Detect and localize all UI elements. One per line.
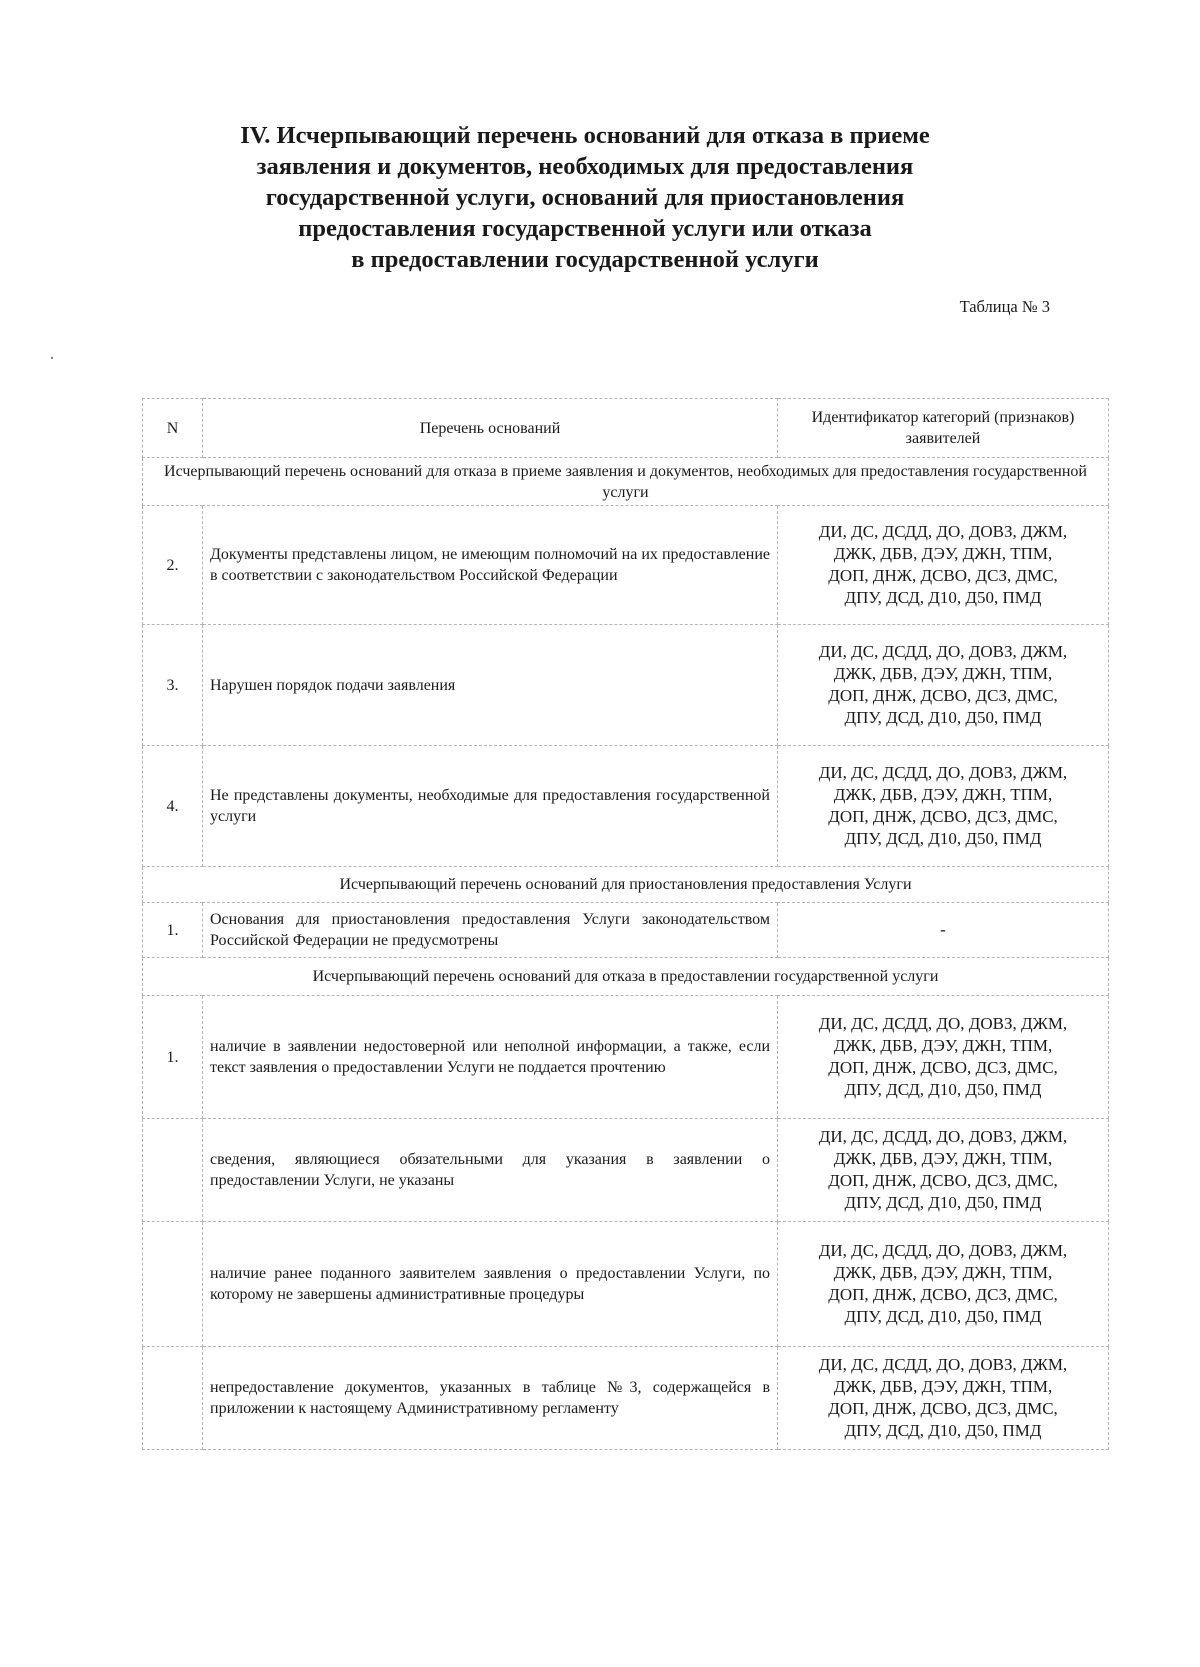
heading-line: IV. Исчерпывающий перечень оснований для отказа в приеме bbox=[240, 122, 930, 149]
identifier-line: ДЖК, ДБВ, ДЭУ, ДЖН, ТПМ, bbox=[833, 1377, 1053, 1396]
table-row bbox=[143, 625, 1109, 746]
header-grounds: Перечень оснований bbox=[203, 399, 778, 458]
table-row bbox=[143, 746, 1109, 867]
row-text: наличие ранее поданного заявителем заявления о предоставлении Услуги, по которому не завершены административные процедуры bbox=[203, 1222, 778, 1347]
heading-line: заявления и документов, необходимых для предоставления bbox=[256, 153, 914, 180]
identifier-line: ДЖК, ДБВ, ДЭУ, ДЖН, ТПМ, bbox=[833, 785, 1053, 804]
row-identifiers bbox=[778, 625, 1109, 746]
grounds-table bbox=[142, 398, 1109, 1450]
table-row bbox=[143, 1222, 1109, 1347]
identifier-line: ДИ, ДС, ДСДД, ДО, ДОВЗ, ДЖМ, bbox=[818, 1014, 1068, 1033]
header-identifier: Идентификатор категорий (признаков) заявителей bbox=[778, 399, 1109, 458]
identifier-line: ДЖК, ДБВ, ДЭУ, ДЖН, ТПМ, bbox=[833, 1263, 1053, 1282]
identifier-line: ДПУ, ДСД, Д10, Д50, ПМД bbox=[844, 588, 1042, 607]
identifier-line: ДЖК, ДБВ, ДЭУ, ДЖН, ТПМ, bbox=[833, 1149, 1053, 1168]
row-text: непредоставление документов, указанных в таблице №3, содержащейся в приложении к настоящему Административному регламенту bbox=[203, 1347, 778, 1450]
section-row bbox=[143, 458, 1109, 506]
row-identifiers bbox=[778, 903, 1109, 958]
row-identifiers bbox=[778, 746, 1109, 867]
section-title: Исчерпывающий перечень оснований для отказа в предоставлении государственной услуги bbox=[143, 958, 1109, 996]
identifier-line: - bbox=[940, 920, 946, 939]
row-text: Документы представлены лицом, не имеющим полномочий на их предоставление в соответствии с законодательством Российской Федерации bbox=[203, 506, 778, 625]
row-text: Нарушен порядок подачи заявления bbox=[203, 625, 778, 746]
row-identifiers bbox=[778, 1119, 1109, 1222]
table-label: Таблица № 3 bbox=[959, 297, 1050, 316]
identifier-line: ДИ, ДС, ДСДД, ДО, ДОВЗ, ДЖМ, bbox=[818, 522, 1068, 541]
identifier-line: ДИ, ДС, ДСДД, ДО, ДОВЗ, ДЖМ, bbox=[818, 1355, 1068, 1374]
identifier-line: ДОП, ДНЖ, ДСВО, ДСЗ, ДМС, bbox=[828, 566, 1058, 585]
identifier-line: ДИ, ДС, ДСДД, ДО, ДОВЗ, ДЖМ, bbox=[818, 763, 1068, 782]
identifier-line: ДИ, ДС, ДСДД, ДО, ДОВЗ, ДЖМ, bbox=[818, 642, 1068, 661]
heading-line: в предоставлении государственной услуги bbox=[351, 246, 819, 273]
identifier-line: ДИ, ДС, ДСДД, ДО, ДОВЗ, ДЖМ, bbox=[818, 1127, 1068, 1146]
identifier-line: ДПУ, ДСД, Д10, Д50, ПМД bbox=[844, 1421, 1042, 1440]
row-number: 1. bbox=[143, 996, 203, 1119]
section-title: Исчерпывающий перечень оснований для отказа в приеме заявления и документов, необходимых для предоставления государственной услуги bbox=[143, 458, 1109, 506]
row-number: 4. bbox=[143, 746, 203, 867]
section-title: Исчерпывающий перечень оснований для приостановления предоставления Услуги bbox=[143, 867, 1109, 903]
row-identifiers bbox=[778, 1222, 1109, 1347]
heading-line: государственной услуги, оснований для приостановления bbox=[265, 184, 905, 211]
table-header-row bbox=[143, 399, 1109, 458]
section-heading bbox=[150, 120, 1020, 275]
row-number bbox=[143, 1347, 203, 1450]
row-identifiers bbox=[778, 996, 1109, 1119]
identifier-line: ДПУ, ДСД, Д10, Д50, ПМД bbox=[844, 708, 1042, 727]
identifier-line: ДОП, ДНЖ, ДСВО, ДСЗ, ДМС, bbox=[828, 1171, 1058, 1190]
row-number: 2. bbox=[143, 506, 203, 625]
identifier-line: ДЖК, ДБВ, ДЭУ, ДЖН, ТПМ, bbox=[833, 1036, 1053, 1055]
heading-line: предоставления государственной услуги или отказа bbox=[298, 215, 872, 242]
table-row bbox=[143, 996, 1109, 1119]
identifier-line: ДЖК, ДБВ, ДЭУ, ДЖН, ТПМ, bbox=[833, 664, 1053, 683]
identifier-line: ДЖК, ДБВ, ДЭУ, ДЖН, ТПМ, bbox=[833, 544, 1053, 563]
section-row bbox=[143, 958, 1109, 996]
row-identifiers bbox=[778, 506, 1109, 625]
identifier-line: ДПУ, ДСД, Д10, Д50, ПМД bbox=[844, 1307, 1042, 1326]
row-number: 3. bbox=[143, 625, 203, 746]
table-row bbox=[143, 1119, 1109, 1222]
header-number: N bbox=[143, 399, 203, 458]
row-text: Не представлены документы, необходимые для предоставления государственной услуги bbox=[203, 746, 778, 867]
row-identifiers bbox=[778, 1347, 1109, 1450]
identifier-line: ДОП, ДНЖ, ДСВО, ДСЗ, ДМС, bbox=[828, 1399, 1058, 1418]
identifier-line: ДПУ, ДСД, Д10, Д50, ПМД bbox=[844, 1080, 1042, 1099]
identifier-line: ДИ, ДС, ДСДД, ДО, ДОВЗ, ДЖМ, bbox=[818, 1241, 1068, 1260]
scan-speck bbox=[51, 357, 53, 359]
identifier-line: ДОП, ДНЖ, ДСВО, ДСЗ, ДМС, bbox=[828, 686, 1058, 705]
identifier-line: ДОП, ДНЖ, ДСВО, ДСЗ, ДМС, bbox=[828, 1285, 1058, 1304]
identifier-line: ДПУ, ДСД, Д10, Д50, ПМД bbox=[844, 1193, 1042, 1212]
row-text: сведения, являющиеся обязательными для указания в заявлении о предоставлении Услуги, не указаны bbox=[203, 1119, 778, 1222]
identifier-line: ДОП, ДНЖ, ДСВО, ДСЗ, ДМС, bbox=[828, 807, 1058, 826]
row-text: наличие в заявлении недостоверной или неполной информации, а также, если текст заявления о предоставлении Услуги не поддается прочтению bbox=[203, 996, 778, 1119]
identifier-line: ДПУ, ДСД, Д10, Д50, ПМД bbox=[844, 829, 1042, 848]
row-number: 1. bbox=[143, 903, 203, 958]
table-row bbox=[143, 506, 1109, 625]
row-number bbox=[143, 1222, 203, 1347]
row-number bbox=[143, 1119, 203, 1222]
table-row bbox=[143, 903, 1109, 958]
table-row bbox=[143, 1347, 1109, 1450]
identifier-line: ДОП, ДНЖ, ДСВО, ДСЗ, ДМС, bbox=[828, 1058, 1058, 1077]
row-text: Основания для приостановления предоставления Услуги законодательством Российской Федерации не предусмотрены bbox=[203, 903, 778, 958]
section-row bbox=[143, 867, 1109, 903]
